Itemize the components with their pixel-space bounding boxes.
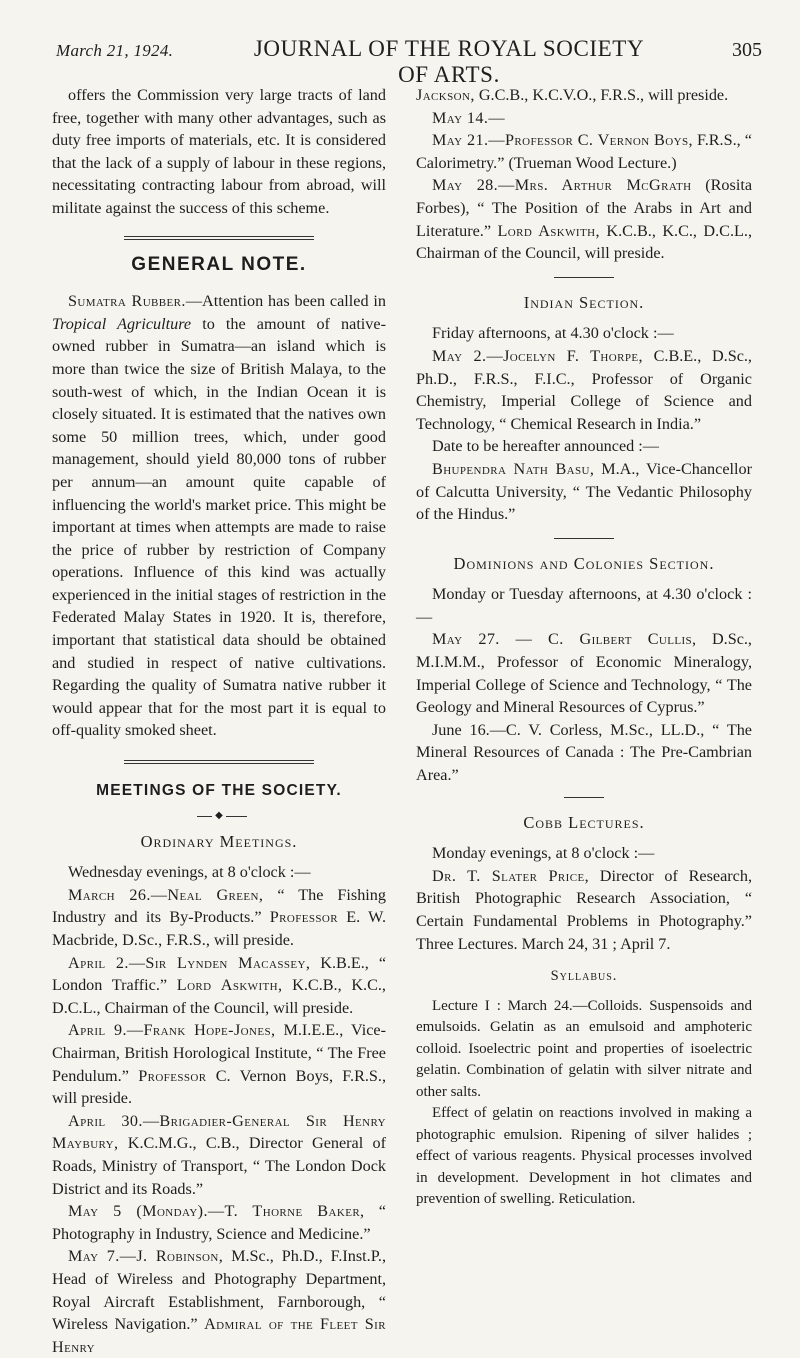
journal-title: JOURNAL OF THE ROYAL SOCIETY OF ARTS.: [253, 36, 645, 87]
note-lead: Sumatra Rubber.: [68, 292, 186, 311]
page-number: 305: [732, 39, 762, 61]
cobb-lectures-heading: Cobb Lectures.: [523, 812, 645, 832]
dominions-section-heading: Dominions and Colonies Section.: [453, 553, 715, 573]
short-divider: [554, 277, 614, 278]
meetings-heading: MEETINGS OF THE SOCIETY.: [96, 782, 342, 800]
meeting-entry: May 5 (Monday).—T. Thorne Baker, “ Photography in Industry, Science and Medicine.”: [52, 1202, 386, 1243]
syllabus-heading: Syllabus.: [550, 968, 618, 985]
left-column: [52, 84, 386, 1358]
meeting-entry: April 2.—Sir Lynden Macassey, K.B.E., “ London Traffic.” Lord Askwith, K.C.B., K.C., D.C.L., Chairman of the Council, will preside.: [52, 953, 386, 1017]
indian-later-note: Date to be hereafter announced :—: [432, 437, 659, 456]
lecture-entry: Dr. T. Slater Price, Director of Research, British Photographic Research Association, “ Certain Fundamental Problems in Photography.” Three Lectures. March 24, 31 ; April 7.: [416, 866, 752, 953]
general-note-paragraph: Sumatra Rubber.—Attention has been called in Tropical Agriculture to the amount of native-owned rubber in Sumatra—an island which is more than twice the size of British Malaya, to the south-west of which, in the Indian Ocean it is closely situated. It is estimated that the natives own some 50 million trees, which, under good management, should yield 80,000 tons of rubber per annum—an amount quite capable of influencing the world's market price. This might be important at times when attempts are made to raise the price of rubber by restriction of Company operations. Influence of this kind was actually experienced in the initial stages of restriction in the Federated Malay States in 1920. It is, therefore, important that statistical data should be obtained and studied in respect of native cultivations. Regarding the quality of Sumatra native rubber it would appear that for the most part it is equal to off-quality smoked sheet.: [52, 292, 386, 740]
meeting-entry: April 9.—Frank Hope-Jones, M.I.E.E., Vice-Chairman, British Horological Institute, “ The Free Pendulum.” Professor C. Vernon Boys, F.R.S., will preside.: [52, 1021, 387, 1108]
meeting-entry: May 27. — C. Gilbert Cullis, D.Sc., M.I.M.M., Professor of Economic Mineralogy, Imperial College of Science and Technology, “ The Geology and Mineral Resources of Cyprus.”: [416, 630, 752, 717]
diamond-icon: ◆: [212, 810, 226, 821]
section-divider: [124, 236, 314, 240]
meeting-entry: March 26.—Neal Green, “ The Fishing Industry and its By-Products.” Professor E. W. Macbride, D.Sc., F.R.S., will preside.: [52, 885, 387, 949]
short-divider: [564, 797, 604, 798]
short-divider: [554, 538, 614, 539]
meeting-entry: June 16.—C. V. Corless, M.Sc., LL.D., “ The Mineral Resources of Canada : The Pre-Cambrian Area.”: [416, 720, 752, 785]
syllabus-paragraph: Lecture I : March 24.—Colloids. Suspensoids and emulsoids. Gelatin as an emulsoid and amphoteric colloid. Isoelectric point and properties of isoelectric gelatin. Combination of gelatin with silver nitrate and other salts.: [416, 997, 752, 1100]
cobb-intro: Monday evenings, at 8 o'clock :—: [432, 844, 655, 863]
indian-intro: Friday afternoons, at 4.30 o'clock :—: [432, 324, 674, 343]
ordinary-intro: Wednesday evenings, at 8 o'clock :—: [68, 863, 311, 882]
meeting-entry: May 28.—Mrs. Arthur McGrath (Rosita Forbes), “ The Position of the Arabs in Art and Literature.” Lord Askwith, K.C.B., K.C., D.C.L., Chairman of the Council, will preside.: [416, 176, 753, 263]
meeting-entry-continued: Jackson, G.C.B., K.C.V.O., F.R.S., will preside.: [416, 86, 729, 104]
meeting-entry: May 21.—Professor C. Vernon Boys, F.R.S., “ Calorimetry.” (Trueman Wood Lecture.): [416, 131, 752, 172]
right-column: [416, 84, 752, 1211]
meeting-entry: May 7.—J. Robinson, M.Sc., Ph.D., F.Inst.P., Head of Wireless and Photography Department, Royal Aircraft Establishment, Farnborough, “ Wireless Navigation.” Admiral of the Fleet Sir Henry: [52, 1247, 386, 1356]
intro-paragraph: offers the Commission very large tracts of land free, together with many other advantages, such as duty free imports of materials, etc. It is considered that the lack of a supply of labour in these regions, necessitating contracting labour from abroad, will militate against the success of this scheme.: [52, 86, 386, 217]
meeting-entry: April 30.—Brigadier-General Sir Henry Maybury, K.C.M.G., C.B., Director General of Roads, Ministry of Transport, “ The London Dock District and its Roads.”: [52, 1111, 386, 1198]
meeting-entry: May 2.—Jocelyn F. Thorpe, C.B.E., D.Sc., Ph.D., F.R.S., F.I.C., Professor of Organic Chemistry, Imperial College of Science and Technology, “ Chemical Research in India.”: [416, 346, 752, 433]
dominions-intro: Monday or Tuesday afternoons, at 4.30 o'clock :—: [416, 585, 752, 626]
page-header: [56, 36, 762, 87]
ordinary-meetings-heading: Ordinary Meetings.: [140, 831, 298, 851]
meeting-entry: May 14.—: [432, 108, 505, 127]
indian-section-heading: Indian Section.: [523, 292, 645, 312]
meeting-entry: Bhupendra Nath Basu, M.A., Vice-Chancellor of Calcutta University, “ The Vedantic Philosophy of the Hindus.”: [416, 459, 752, 524]
header-date: March 21, 1924.: [56, 41, 174, 60]
ornament-divider: [52, 809, 386, 823]
general-note-heading: GENERAL NOTE.: [131, 253, 307, 275]
syllabus-paragraph: Effect of gelatin on reactions involved in making a photographic emulsion. Ripening of silver halides ; effect of various reagents. Physical processes involved in development. Development in hot climates and prevention of swelling. Reticulation.: [416, 1105, 752, 1208]
section-divider: [124, 760, 314, 764]
